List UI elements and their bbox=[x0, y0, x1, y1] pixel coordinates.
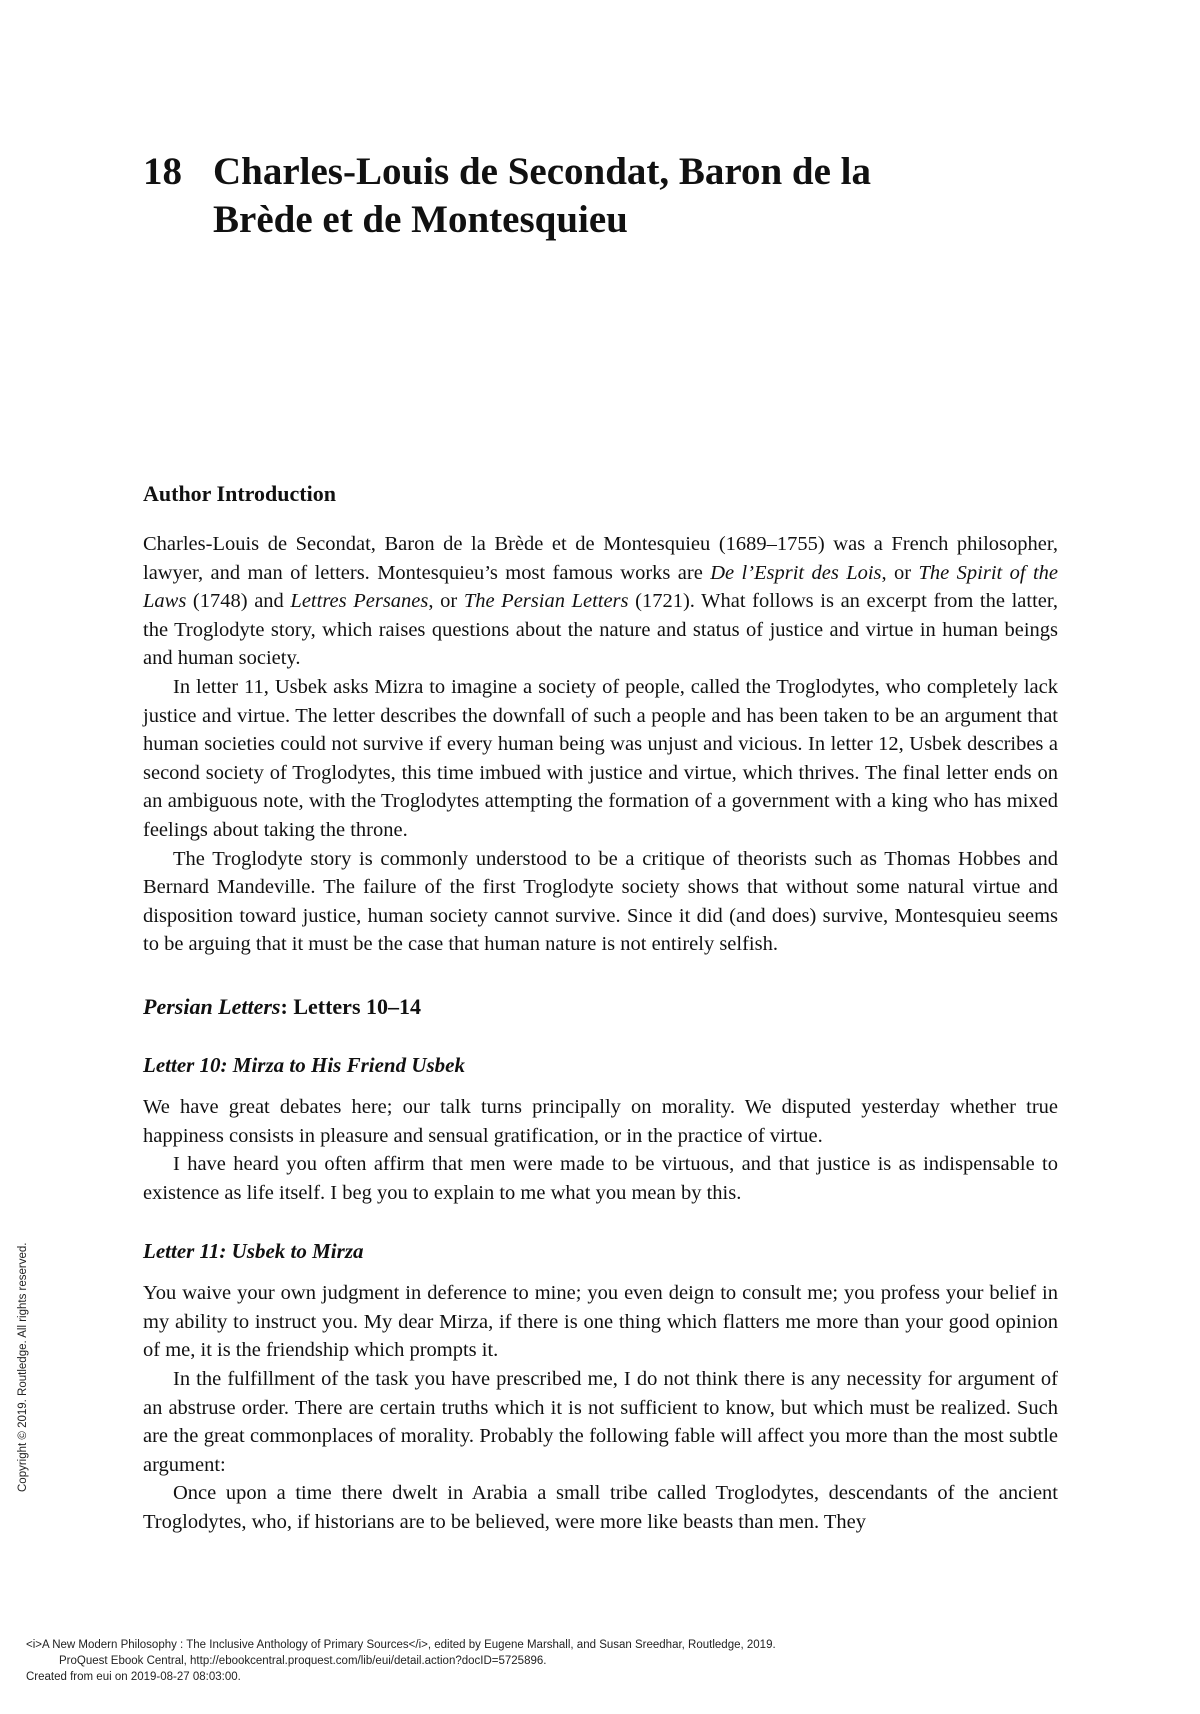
footer-source-line: ProQuest Ebook Central, http://ebookcentral.proquest.com/lib/eui/detail.action?docID=5725896. bbox=[59, 1655, 547, 1667]
citation-footer bbox=[26, 1637, 776, 1685]
copyright-side-note: Copyright © 2019. Routledge. All rights reserved. bbox=[17, 1242, 29, 1492]
letter-11-heading: Letter 11: Usbek to Mirza bbox=[143, 1239, 364, 1264]
letter-10-heading: Letter 10: Mirza to His Friend Usbek bbox=[143, 1052, 466, 1077]
persian-letters-heading: Persian Letters: Letters 10–14 bbox=[143, 993, 422, 1019]
letter-10-paragraph-1: We have great debates here; our talk turns principally on morality. We disputed yesterday whether true happiness consists in pleasure and sensual gratification, or in the practice of virtue. bbox=[143, 1095, 1058, 1147]
letter-11-paragraph-2: In the fulfillment of the task you have prescribed me, I do not think there is any necessity for argument of an abstruse order. There are certain truths which it is not sufficient to know, but which must be realized. Such are the great commonplaces of morality. Probably the following fable will affect you more than the most subtle argument: bbox=[143, 1368, 1058, 1476]
letter-10-paragraph-2: I have heard you often affirm that men were made to be virtuous, and that justice is as indispensable to existence as life itself. I beg you to explain to me what you mean by this. bbox=[143, 1153, 1058, 1204]
chapter-number: 18 bbox=[143, 150, 182, 193]
footer-citation-line: <i>A New Modern Philosophy : The Inclusive Anthology of Primary Sources</i>, edited by Eugene Marshall, and Susan Sreedhar, Routledge, 2019. bbox=[26, 1639, 776, 1651]
page-content bbox=[143, 480, 1058, 1537]
chapter-title: Charles-Louis de Secondat, Baron de la Brède et de Montesquieu bbox=[213, 150, 872, 241]
intro-paragraph-1: Charles-Louis de Secondat, Baron de la Brède et de Montesquieu (1689–1755) was a French philosopher, lawyer, and man of letters. Montesquieu’s most famous works are De l’Esprit des Lois, or The Spirit of the Laws (1748) and Lettres Persanes, or The Persian Letters (1721). What follows is an excerpt from the latter, the Troglodyte story, which raises questions about the nature and status of justice and virtue in human beings and human society. bbox=[143, 533, 1059, 670]
chapter-heading bbox=[143, 148, 1043, 244]
intro-paragraph-2: In letter 11, Usbek asks Mizra to imagine a society of people, called the Troglodytes, who completely lack justice and virtue. The letter describes the downfall of such a people and has been taken to be an argument that human societies could not survive if every human being was unjust and vicious. In letter 12, Usbek describes a second society of Troglodytes, this time imbued with justice and virtue, which thrives. The final letter ends on an ambiguous note, with the Troglodytes attempting the formation of a government with a king who has mixed feelings about taking the throne. bbox=[143, 675, 1058, 841]
letter-11-paragraph-3: Once upon a time there dwelt in Arabia a small tribe called Troglodytes, descendants of the ancient Troglodytes, who, if historians are to be believed, were more like beasts than men. They bbox=[143, 1482, 1058, 1534]
footer-created-line: Created from eui on 2019-08-27 08:03:00. bbox=[26, 1671, 241, 1683]
author-introduction-heading: Author Introduction bbox=[143, 481, 336, 506]
letter-11-paragraph-1: You waive your own judgment in deference to mine; you even deign to consult me; you profess your belief in my ability to instruct you. My dear Mirza, if there is one thing which flatters me more than your good opinion of me, it is the friendship which prompts it. bbox=[143, 1282, 1058, 1362]
intro-paragraph-3: The Troglodyte story is commonly understood to be a critique of theorists such as Thomas Hobbes and Bernard Mandeville. The failure of the first Troglodyte society shows that without some natural virtue and disposition toward justice, human society cannot survive. Since it did (and does) survive, Montesquieu seems to be arguing that it must be the case that human nature is not entirely selfish. bbox=[143, 847, 1058, 956]
